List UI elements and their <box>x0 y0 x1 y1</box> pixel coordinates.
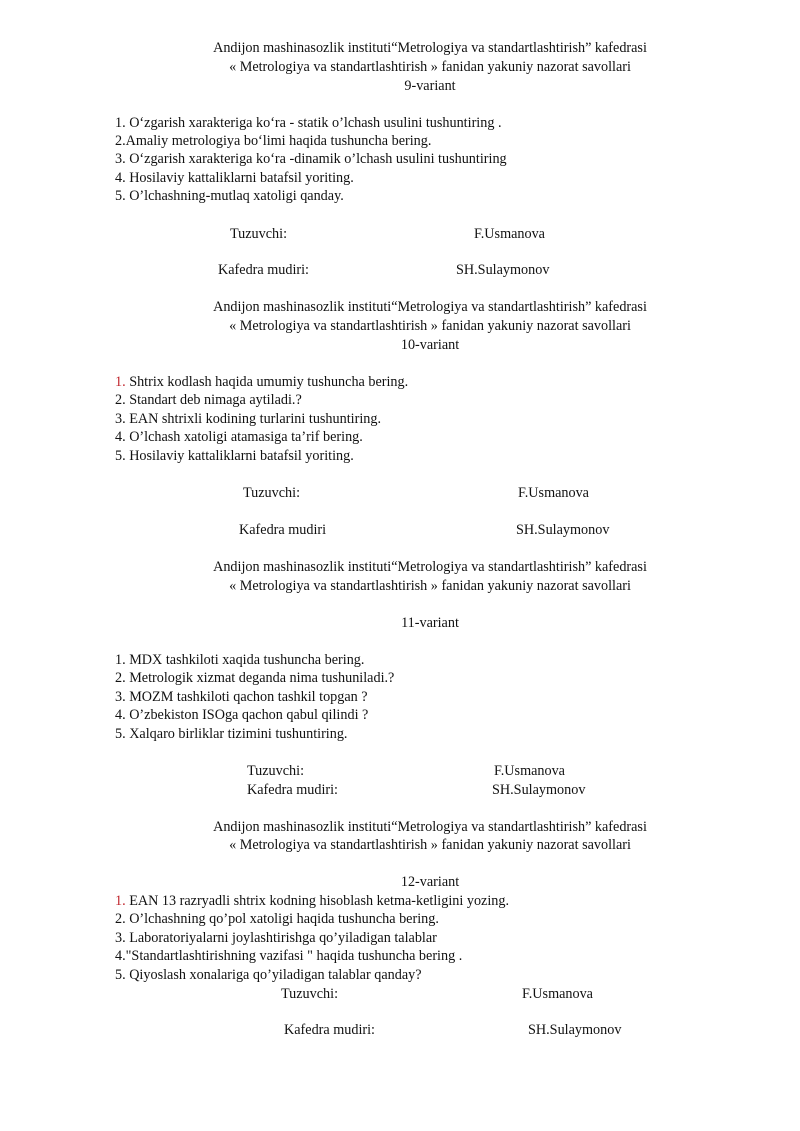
question-text: Metrologik xizmat deganda nima tushuniladi.? <box>125 670 395 686</box>
header-institute: Andijon mashinasozlik instituti“Metrologiya va standartlashtirish” kafedrasi <box>213 40 647 56</box>
composer-name: F.Usmanova <box>494 763 565 779</box>
question-number: 4. <box>115 429 126 445</box>
question-text: Laboratoriyalarni joylashtirishga qo’yiladigan talablar <box>125 930 437 946</box>
variant-title: 11-variant <box>401 615 459 631</box>
question-text: O’lchashning-mutlaq xatoligi qanday. <box>125 188 344 204</box>
question-number: 5. <box>115 448 126 464</box>
question-number: 1. <box>115 374 126 390</box>
question-text: Xalqaro birliklar tizimini tushuntiring. <box>125 726 348 742</box>
head-label: Kafedra mudiri: <box>218 262 309 278</box>
question-text: MOZM tashkiloti qachon tashkil topgan ? <box>125 689 368 705</box>
question-item <box>115 132 431 150</box>
question-item <box>115 966 422 984</box>
question-item <box>115 910 439 928</box>
header-subject: « Metrologiya va standartlashtirish » fanidan yakuniy nazorat savollari <box>229 318 631 334</box>
question-number: 3. <box>115 411 126 427</box>
question-number: 5. <box>115 726 126 742</box>
composer-name: F.Usmanova <box>518 485 589 501</box>
question-number: 5. <box>115 188 126 204</box>
question-number: 3. <box>115 151 126 167</box>
question-text: EAN shtrixli kodining turlarini tushuntiring. <box>125 411 382 427</box>
question-number: 3. <box>115 689 126 705</box>
head-name: SH.Sulaymonov <box>492 782 586 798</box>
question-item <box>115 410 381 428</box>
question-number: 2. <box>115 911 126 927</box>
question-number: 2. <box>115 133 126 149</box>
question-number: 5. <box>115 967 126 983</box>
question-text: "Standartlashtirishning vazifasi " haqida tushuncha bering . <box>125 948 463 964</box>
head-label: Kafedra mudiri: <box>247 782 338 798</box>
question-item <box>115 447 354 465</box>
question-item <box>115 651 364 669</box>
composer-label: Tuzuvchi: <box>281 986 339 1002</box>
composer-label: Tuzuvchi: <box>243 485 301 501</box>
question-text: O’zbekiston ISOga qachon qabul qilindi ? <box>125 707 369 723</box>
question-number: 4. <box>115 170 126 186</box>
question-item <box>115 706 368 724</box>
question-text: Hosilaviy kattaliklarni batafsil yoriting. <box>125 170 354 186</box>
question-text: O‘zgarish xarakteriga ko‘ra -dinamik o’lchash usulini tushuntiring <box>125 151 507 167</box>
header-institute: Andijon mashinasozlik instituti“Metrologiya va standartlashtirish” kafedrasi <box>213 819 647 835</box>
composer-name: F.Usmanova <box>474 226 545 242</box>
question-number: 1. <box>115 652 126 668</box>
question-text: Shtrix kodlash haqida umumiy tushuncha bering. <box>125 374 409 390</box>
question-number: 1. <box>115 893 126 909</box>
question-item <box>115 892 509 910</box>
composer-label: Tuzuvchi: <box>230 226 288 242</box>
question-item <box>115 929 437 947</box>
question-text: Hosilaviy kattaliklarni batafsil yoriting. <box>125 448 354 464</box>
question-item <box>115 688 368 706</box>
composer-name: F.Usmanova <box>522 986 593 1002</box>
head-label: Kafedra mudiri: <box>284 1022 375 1038</box>
header-institute: Andijon mashinasozlik instituti“Metrologiya va standartlashtirish” kafedrasi <box>213 559 647 575</box>
question-item <box>115 150 507 168</box>
question-item <box>115 428 363 446</box>
question-number: 3. <box>115 930 126 946</box>
question-text: O’lchashning qo’pol xatoligi haqida tushuncha bering. <box>125 911 439 927</box>
question-text: O’lchash xatoligi atamasiga ta’rif bering. <box>125 429 363 445</box>
header-institute: Andijon mashinasozlik instituti“Metrologiya va standartlashtirish” kafedrasi <box>213 299 647 315</box>
head-name: SH.Sulaymonov <box>516 522 610 538</box>
question-text: Amaliy metrologiya bo‘limi haqida tushuncha bering. <box>125 133 432 149</box>
question-item <box>115 187 344 205</box>
question-text: EAN 13 razryadli shtrix kodning hisoblash ketma-ketligini yozing. <box>125 893 510 909</box>
question-number: 2. <box>115 392 126 408</box>
head-label: Kafedra mudiri <box>239 522 327 538</box>
variant-title: 12-variant <box>400 874 460 890</box>
question-item <box>115 725 347 743</box>
question-item <box>115 169 354 187</box>
question-item <box>115 114 502 132</box>
variant-title: 9-variant <box>404 78 456 94</box>
head-name: SH.Sulaymonov <box>456 262 550 278</box>
question-number: 2. <box>115 670 126 686</box>
question-number: 1. <box>115 115 126 131</box>
question-text: Standart deb nimaga aytiladi.? <box>125 392 302 408</box>
question-item <box>115 373 408 391</box>
question-item <box>115 947 462 965</box>
variant-title: 10-variant <box>400 337 460 353</box>
composer-label: Tuzuvchi: <box>247 763 305 779</box>
header-subject: « Metrologiya va standartlashtirish » fanidan yakuniy nazorat savollari <box>229 578 631 594</box>
question-text: Qiyoslash xonalariga qo’yiladigan talablar qanday? <box>125 967 422 983</box>
header-subject: « Metrologiya va standartlashtirish » fanidan yakuniy nazorat savollari <box>229 59 631 75</box>
question-text: MDX tashkiloti xaqida tushuncha bering. <box>125 652 365 668</box>
question-item <box>115 669 394 687</box>
question-text: O‘zgarish xarakteriga ko‘ra - statik o’lchash usulini tushuntiring . <box>125 115 502 131</box>
head-name: SH.Sulaymonov <box>528 1022 622 1038</box>
question-number: 4. <box>115 707 126 723</box>
header-subject: « Metrologiya va standartlashtirish » fanidan yakuniy nazorat savollari <box>229 837 631 853</box>
question-number: 4. <box>115 948 126 964</box>
question-item <box>115 391 302 409</box>
